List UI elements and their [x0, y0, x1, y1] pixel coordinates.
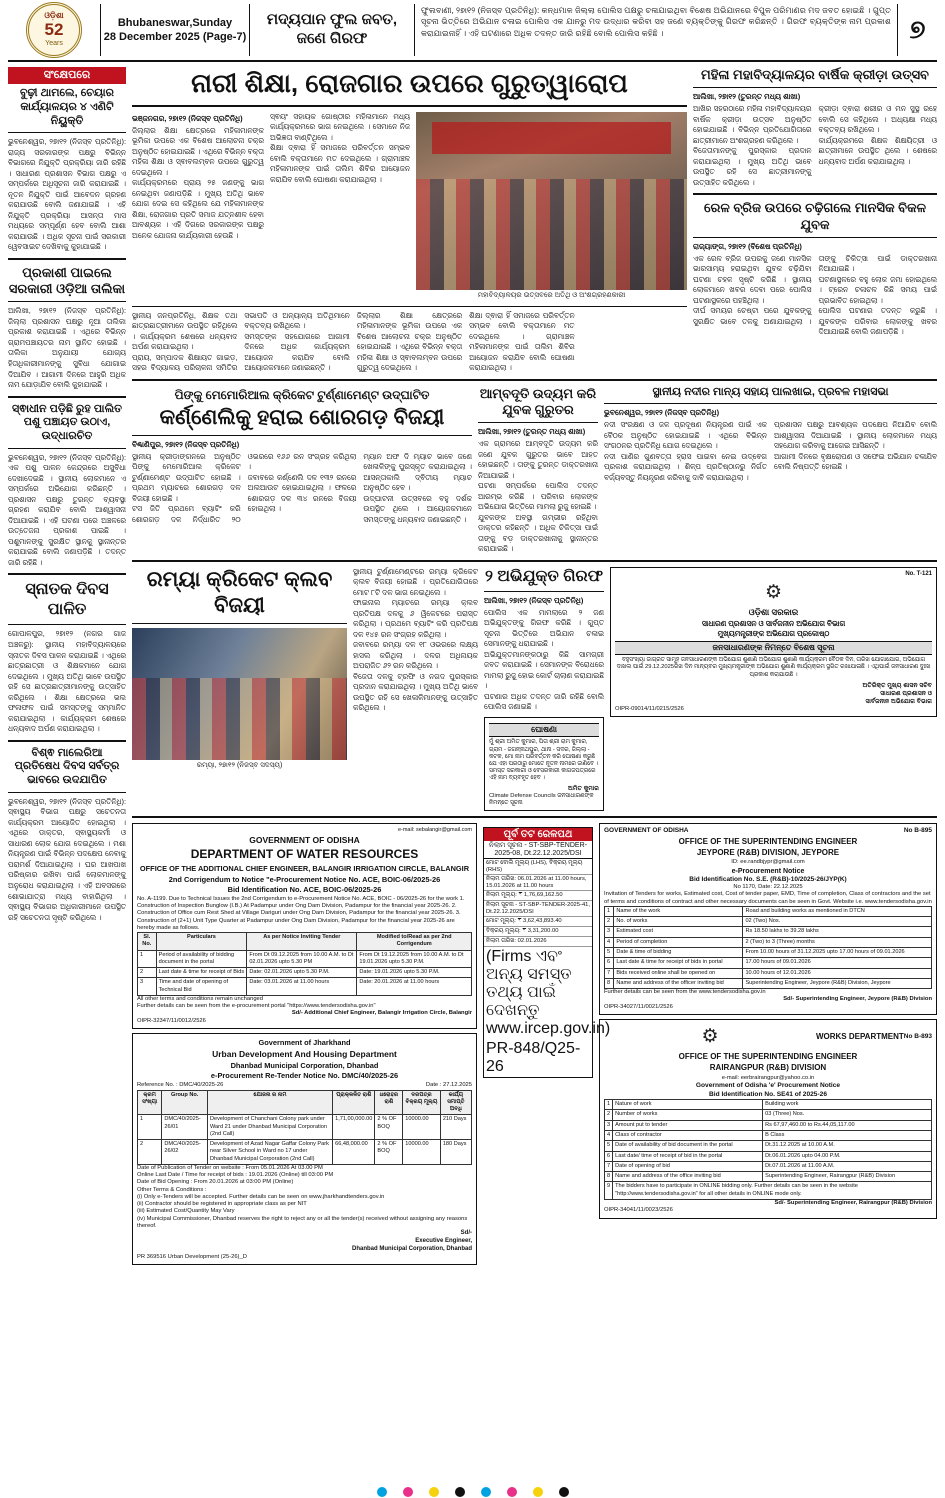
cricket-1-dateline: ବିଣ୍ଢାଣିପୁର, ୨୭ା୧୨ (ନିଜସ୍ବ ପ୍ରତିନିଧି): [132, 439, 240, 449]
cell: Date: 19.01.2026 upto 5.30 P.M.: [357, 968, 472, 978]
ad-rairangpur: [599, 1019, 937, 1219]
table-row: [138, 968, 472, 978]
cell: 66,48,000.00: [333, 1140, 375, 1165]
lead-story-para: ଜିଲ୍ଲାର ଶିକ୍ଷା କ୍ଷେତ୍ରରେ ମହିଳାମାନଙ୍କ ଭୂମିକା ଉପରେ ଏକ ବିଶେଷ ଆଲୋଚନା ଚକ୍ର ଅନୁଷ୍ଠିତ ହୋଇଯାଇଛି । ଏଥିରେ ବିଭିନ୍ନ ବକ୍ତା ମହିଳା ଶିକ୍ଷା ଓ ସ୍ଵାବଲମ୍ବନ ଉପରେ ଗୁରୁତ୍ୱ ଦେଇଥିଲେ ।: [356, 310, 463, 373]
cell: 6: [605, 1151, 613, 1161]
right-mid-para: ଦୀର୍ଘ ସମୟର ଚେଷ୍ଟା ପରେ ଯୁବକଙ୍କୁ ସୁରକ୍ଷିତ ଭାବେ ତଳକୁ ଅଣାଯାଇଥିଲା । ତାଙ୍କୁ ଚିକିତ୍ସା ପାଇଁ ଡାକ୍ତରଖାନା ନିଆଯାଇଛି ।: [693, 253, 937, 326]
ad-udhd-note: (i) Only e-Tenders will be accepted. Further details can be seen on www.jharkhandtenders.gov.in: [137, 1193, 385, 1200]
cell: Last date & time for receipt of bids in portal: [614, 958, 743, 968]
ad-jeypore-foot: Further details can be seen from the www.tendersodisha.gov.in: [604, 989, 766, 996]
cell: Date: 03.01.2026 at 11.00 hours: [247, 978, 357, 996]
ad-railway-foot: (Firms ଏବଂ ଅନ୍ୟ ସମସ୍ତ ତଥ୍ୟ ପାଇଁ ଦେଖନ୍ତୁ www.ircep.gov.in): [486, 948, 611, 1038]
ad-rairangpur-sign: Sd/- Superintending Engineer, Rairangpur (R&B) Division: [774, 1199, 932, 1206]
table-row: [605, 1172, 932, 1182]
ad-wr-email: e-mail: sebalangir@gmail.com: [397, 827, 472, 834]
ad-jeypore-body: Invitation of Tenders for works, Estimated cost, Cost of tender paper, EMD, Time of completion, Class of contractors and the set of terms and conditions of contract and other necessary documents can be seen in Govt. Website i.e. www.tendersodisha.gov.in: [604, 891, 932, 905]
cell: Rs 67,97,460.00 to Rs.44,05,117.00: [763, 1120, 932, 1130]
mid-story-para: ଏକ ଗ୍ରାମରେ ଆମ୍ବଦୂତି ଉଦ୍ୟମ କରି ଜଣେ ଯୁବକ ଗୁରୁତର ଭାବେ ଆହତ ହୋଇଛନ୍ତି । ତାଙ୍କୁ ତୁରନ୍ତ ଡାକ୍ତରଖାନା ନିଆଯାଇଛି ।: [478, 439, 598, 480]
cell: 2: [605, 917, 614, 927]
ad-railway-row6: ମୋଟ ମୂଲ୍ୟ: ₹ 3,62,43,893.40: [486, 918, 562, 925]
cell: The bidders have to participate in ONLINE bidding only. Further details can be seen in the website "http://www.tendersodisha.gov.in" for all other details in ONLINE mode only.: [613, 1182, 932, 1200]
ad-udhd-note: (ii) Contractor should be registered in appropriate class as per NIT: [137, 1201, 307, 1208]
brief-title: ବୁଢ଼ୀ ଥାମଲେ, ଚେୟାର କାର୍ଯ୍ୟାଳୟର ୪ ଏଣିଟି ନିୟୁକ୍ତି: [20, 87, 114, 127]
cell: Estimated cost: [614, 927, 743, 937]
ad-railway-row4: ନିଲାମ ମୂଲ୍ୟ: ₹ 1,76,69,162.50: [486, 892, 563, 899]
ad-wr-line4: 2nd Corrigendum to Notice "e-Procurement Notice No. ACE, BOIC-06/2025-26: [168, 874, 441, 884]
cell: 10000.00: [403, 1140, 441, 1165]
ad-jeypore-line5: e-Procurement Notice: [731, 867, 805, 875]
cell: Date of opening of bid: [613, 1161, 763, 1171]
ad-udhd-jharkhand: [132, 1033, 477, 1265]
logo-anniversary-number: 52: [44, 20, 64, 40]
cricket-story-2: [132, 567, 347, 811]
ad-udhd-date: Other Terms & Conditions :: [137, 1186, 207, 1193]
brief-title: ପ୍ରକାଶୀ ପାଇଲେ ସରକାରୀ ଓଡ଼ିଆ ତାଲିକା: [8, 264, 126, 297]
ad-gen-admin-line2: ସାଧାରଣ ପ୍ରଶାସନ ଓ ସାର୍ବଜନୀନ ଅଭିଯୋଗ ବିଭାଗ: [701, 618, 846, 628]
cell: 4: [605, 937, 614, 947]
cricket-1-para: ଜବାବରେ କର୍ଣ୍ଣେଲି ଦଳ ୧୩୨ ରନରେ ଅଲଆଉଟ ହୋଇଯାଇଥିଲା । ଫଳରେ ଶୋରଗଡ଼ ଦଳ ୩୪ ରନରେ ବିଜୟୀ ହୋଇଥିଲା ।: [247, 472, 357, 514]
cricket-2-para: ସ୍ଥାନୀୟ ଟୁର୍ଣ୍ଣାମେଣ୍ଟରେ ରମ୍ୟା କ୍ରିକେଟ କ୍ଲବ ବିଜୟୀ ହୋଇଛି । ପ୍ରତିଯୋଗିତାରେ ମୋଟ ୮ଟି ଦଳ ଭାଗ ନେଇଥିଲେ ।: [353, 566, 478, 597]
lead-story-para: ଜିଲ୍ଲାର ଶିକ୍ଷା କ୍ଷେତ୍ରରେ ମହିଳାମାନଙ୍କ ଭୂମିକା ଉପରେ ଏକ ବିଶେଷ ଆଲୋଚନା ଚକ୍ର ଅନୁଷ୍ଠିତ ହୋଇଯାଇଛି । ଏଥିରେ ବିଭିନ୍ନ ବକ୍ତା ମହିଳା ଶିକ୍ଷା ଓ ସ୍ଵାବଲମ୍ବନ ଉପରେ ଗୁରୁତ୍ୱ ଦେଇଥିଲେ ।: [132, 125, 264, 177]
cell: 180 Days: [440, 1140, 471, 1165]
ad-gen-admin-sign1: ଅତିରିକ୍ତ ମୁଖ୍ୟ ଶାସନ ସଚିବ: [862, 681, 932, 689]
ad-udhd-th: ପ୍ରାକ୍କଳିତ ରାଶି: [333, 1090, 375, 1115]
ad-jeypore-table: [604, 906, 932, 989]
brief-title: ସ୍ଵାଧୀନ ପଡ଼ିଛି ରୁହ ପାଲିତ ପଶୁ ପଞ୍ଚାୟତ ଉଠାଏ, ଉଦ୍ଧାରଚିତ: [12, 402, 122, 443]
masthead-lead: ଫୁଲବାଣୀ, ୨୭ା୧୨ (ନିଜସ୍ବ ପ୍ରତିନିଧି): କନ୍ଧମାଳ ଜିଲ୍ଲା ପୋଲିସ ପକ୍ଷରୁ ଚଳାଯାଇଥିବା ବିଶେଷ ଅଭିଯାନରେ ବିପୁଳ ପରିମାଣର ମଦ ଜବତ ହୋଇଛି । ଗୁପ୍ତ ସୂଚନା ଭିତ୍ତିରେ ଅଭିଯାନ ଚଳାଇ ପୋଲିସ ଏକ ଯାନରୁ ମଦ ଉଦ୍ଧାର କରିବା ସହ ଜଣେ ବ୍ୟକ୍ତିଙ୍କୁ ଗିରଫ କରିଛନ୍ତି । ଗିରଫ ବ୍ୟକ୍ତିଙ୍କ ନାମ ପ୍ରକାଶ କରାଯାଇନାହିଁ । ଏହି ଘଟଣାରେ ଅଧିକ ତଦନ୍ତ ଜାରି ରହିଛି ବୋଲି ପୋଲିସ କହିଛି ।: [421, 6, 892, 38]
table-row: [605, 1161, 932, 1171]
table-row: [605, 1182, 932, 1200]
cell: Building work: [763, 1100, 932, 1110]
ad-wr-line2: DEPARTMENT OF WATER RESOURCES: [190, 847, 419, 862]
ad-udhd-line4: e-Procurement Re-Tender Notice No. DMC/40/2025-26: [210, 1071, 399, 1081]
cell: Superintending Engineer, Rairangpur (R&B) Division: [763, 1172, 932, 1182]
table-row: [605, 1131, 932, 1141]
registration-dot: [481, 1487, 491, 1497]
cell: Name and address of the office inviting bid: [613, 1172, 763, 1182]
lead-story-para: କାର୍ଯ୍ୟକ୍ରମରେ ପ୍ରାୟ ୨୫ ଜଣଙ୍କୁ ଭାଗ ନେଇଥିବା ଜଣାପଡ଼ିଛି । ମୁଖ୍ୟ ଅତିଥି ଭାବେ ଯୋଗ ଦେଇ ସେ କହିଥିଲେ ଯେ ମହିଳାମାନଙ୍କ ଶିକ୍ଷା, ରୋଜଗାର ପ୍ରତି ସମାଜ ଯତ୍ନଶୀଳ ହେବା ଆବଶ୍ୟକ । ଏହି ଦିଗରେ ସରକାରଙ୍କ ପକ୍ଷରୁ ଅନେକ ଯୋଜନା କାର୍ଯ୍ୟକାରୀ ହେଉଛି ।: [132, 178, 264, 240]
lead-story: [132, 67, 687, 374]
right-mid-story-para: ନଦୀ ସଂରକ୍ଷଣ ଓ ଜଳ ପ୍ରଦୂଷଣ ନିୟନ୍ତ୍ରଣ ପାଇଁ ଏକ ବୈଠକ ଅନୁଷ୍ଠିତ ହୋଇଯାଇଛି । ଏଥିରେ ବିଭିନ୍ନ ସଂଗଠନର ପ୍ରତିନିଧି ଯୋଗ ଦେଇଥିଲେ ।: [604, 420, 767, 451]
cell: Superintending Engineer, Jeypore (R&B) Division, Jeypore: [743, 978, 932, 988]
table-row: [605, 906, 932, 916]
table-row: [605, 1100, 932, 1110]
brief-item: [8, 403, 126, 569]
ad-jeypore-line4: ID: ee.randbjypr@gmail.com: [731, 859, 805, 866]
right-mid-story-para: ନଦୀ ପାଣିର ଗୁଣବତ୍ତା ହ୍ରାସ ପାଇବା ନେଇ ଉଦ୍ଵେଗ ପ୍ରକାଶ କରାଯାଇଥିଲା । ଶିଳ୍ପ ପ୍ରତିଷ୍ଠାନରୁ ନିର୍ଗତ ବର୍ଜ୍ୟବସ୍ତୁ ନିୟନ୍ତ୍ରଣ କରିବାକୁ ଦାବି କରାଯାଇଥିଲା ।: [604, 451, 767, 482]
right-top-para: କ୍ରୀଡ଼ା ଦ୍ଵାରା ଶରୀର ଓ ମନ ସୁସ୍ଥ ରହେ ବୋଲି ସେ କହିଥିଲେ । ଅଧ୍ୟକ୍ଷା ମଧ୍ୟ ବକ୍ତବ୍ୟ ରଖିଥିଲେ ।: [818, 104, 937, 135]
cell: 1: [138, 950, 157, 968]
cricket-2-text: [353, 567, 478, 811]
cell: 10.00 hours of 12.01.2026: [743, 968, 932, 978]
arrest-story: [484, 567, 604, 811]
cell: 17.00 hours of 09.01.2026: [743, 958, 932, 968]
cricket-1-headline: କର୍ଣ୍ଣେଲିକୁ ହରାଇ ଶୋରଗଡ଼ ବିଜୟୀ: [159, 405, 445, 429]
logo: [8, 4, 100, 56]
dateline-date: 28 December 2025 (Page-7): [103, 31, 247, 43]
right-mid-story-headline: ସ୍ଥାନୀୟ ନଦୀର ମାନ୍ୟ ସହାୟ ପାଲଖାଇ, ପ୍ରବଳ ମହାସଭା: [652, 385, 889, 398]
right-mid-headline: ରେଳ ବ୍ରିଜ ଉପରେ ଚଢ଼ିଗଲେ ମାନସିକ ବିକଳ ଯୁବକ: [703, 200, 927, 232]
ad-jeypore-sign: Sd/- Superintending Engineer, Jeypore (R&B) Division: [783, 996, 932, 1003]
cricket-2-photo: [132, 628, 347, 760]
registration-dot: [559, 1487, 569, 1497]
cell: Date & time of bidding: [614, 948, 743, 958]
ad-udhd-date: Online Last Date / Time for receipt of bids : 19.01.2026 (Online) till 03:00 PM: [137, 1172, 334, 1179]
arrest-story-dateline: ଆଲିଖା, ୨୭ା୧୨ (ନିଜସ୍ବ ପ୍ରତିନିଧି): [484, 595, 584, 605]
ad-udhd-th: କ୍ରମ ସଂଖ୍ୟା: [138, 1090, 162, 1115]
cell: Dt.31.12.2025 at 10.00 A.M.: [763, 1141, 932, 1151]
brief-text: ଗୋପାଳପୁର, ୨୭ା୧୨ (ନଗର ଗାଜ ଅଞ୍ଚଳରୁ): ସ୍ଥାନୀୟ ମହାବିଦ୍ୟାଳୟରେ ସ୍ନାତକ ଦିବସ ପାଳନ କରାଯାଇଛି । ଏଥିରେ ଛାତ୍ରଛାତ୍ରୀ ଓ ଶିକ୍ଷକମାନେ ଯୋଗ ଦେଇଥିଲେ । ମୁଖ୍ୟ ଅତିଥି ଭାବେ ଉପସ୍ଥିତ ରହି ସେ ଛାତ୍ରଛାତ୍ରୀମାନଙ୍କୁ ଉତ୍ସାହିତ କରିଥିଲେ । ଶିକ୍ଷା କ୍ଷେତ୍ରରେ ଭଲ ଫଳାଫଳ ପାଇଁ ସମସ୍ତଙ୍କୁ ସମ୍ମାନିତ କରାଯାଇଥିଲା । କାର୍ଯ୍ୟକ୍ରମ ଶେଷରେ ଧନ୍ୟବାଦ ଅର୍ପଣ କରାଯାଇଥିଲା ।: [8, 629, 126, 734]
ad-udhd-th: ଧରୋହର ରାଶି: [375, 1090, 403, 1115]
right-mid-para: ଏକ ରେଳ ବ୍ରିଜ ଉପରକୁ ଜଣେ ମାନସିକ ଭାରସାମ୍ୟ ହରାଇଥିବା ଯୁବକ ଚଢ଼ିଯିବା ଘଟଣା ଚହଳ ସୃଷ୍ଟି କରିଛି । ସ୍ଥାନୀୟ ଲୋକମାନେ ଖବର ଦେବା ପରେ ପୋଲିସ ଘଟଣାସ୍ଥଳରେ ପହଞ୍ଚିଥିଲା ।: [693, 253, 812, 305]
right-top-para: ଆଖିର ସହରଠାରେ ମହିଳା ମହାବିଦ୍ୟାଳୟର ବାର୍ଷିକ କ୍ରୀଡ଼ା ଉତ୍ସବ ଅନୁଷ୍ଠିତ ହୋଇଯାଇଛି । ବିଭିନ୍ନ ପ୍ରତିଯୋଗିତାରେ ଛାତ୍ରୀମାନେ ଅଂଶଗ୍ରହଣ କରିଥିଲେ ।: [693, 104, 812, 145]
ad-udhd-line3: Dhanbad Municipal Corporation, Dhanbad: [230, 1060, 379, 1070]
brief-text: ଭୁବନେଶ୍ୱର, ୨୭ା୧୨ (ନିଜସ୍ବ ପ୍ରତିନିଧି): ଏକ ପଶୁ ପାଳନ କେନ୍ଦ୍ରରେ ଅସୁବିଧା ଦେଖାଦେଇଛି । ସ୍ଥାନୀୟ ଲୋକମାନେ ଏ ସମ୍ପର୍କରେ ଅଭିଯୋଗ କରିଛନ୍ତି । ପ୍ରଶାସନ ପକ୍ଷରୁ ତୁରନ୍ତ ବ୍ୟବସ୍ଥା ଗ୍ରହଣ କରାଯିବ ବୋଲି ଆଶ୍ୱାସନା ଦିଆଯାଇଛି । ଏହି ଘଟଣା ପରେ ଅଞ୍ଚଳରେ ଉତ୍ତେଜନା ପ୍ରକାଶ ପାଇଛି । ପଶୁମାନଙ୍କୁ ସୁରକ୍ଷିତ ସ୍ଥାନକୁ ସ୍ଥାନାନ୍ତର କରାଯାଇଛି ବୋଲି ଜଣାପଡ଼ିଛି । ତଦନ୍ତ ଜାରି ରହିଛି ।: [8, 452, 126, 567]
lead-story-para: ସମସ୍ତଙ୍କ ସହଯୋଗରେ ଆଗାମୀ ଦିନରେ ଅଧିକ କାର୍ଯ୍ୟକ୍ରମ ଆୟୋଜନ କରାଯିବ ବୋଲି ଆୟୋଜକମାନେ ଜଣାଇଛନ୍ତି ।: [244, 331, 350, 373]
cricket-2-headline: ରମ୍ୟା କ୍ରିକେଟ କ୍ଲବ ବିଜୟୀ: [146, 567, 333, 618]
cell: Date: 20.01.2026 at 11.00 hours: [357, 978, 472, 996]
ad-ghosana-sub: Climate Defense Councils ଜନସାଧାରଣଙ୍କ ନିମନ୍ତେ ସୂଚନା: [489, 792, 594, 807]
ad-udhd-sign1: Sd/-: [460, 1230, 472, 1237]
table-row: [605, 927, 932, 937]
registration-dot: [377, 1487, 387, 1497]
ad-udhd-th: ଯୋଜନା ର ନାମ: [207, 1090, 332, 1115]
ad-wr-foot2: Further details can be seen from the e-procurement portal "https://www.tendersodisha.gov.in": [137, 1003, 376, 1010]
ad-wr-table: [137, 932, 472, 996]
arrest-story-para: ଅଭିଯୁକ୍ତମାନଙ୍କଠାରୁ କିଛି ସାମଗ୍ରୀ ଜବତ କରାଯାଇଛି । ସେମାନଙ୍କ ବିରୋଧରେ ମାମଲା ରୁଜୁ ହୋଇ କୋର୍ଟ ଚାଲାଣ କରାଯାଇଛି ।: [484, 649, 604, 691]
right-mid-story-para: ପ୍ରଶାସନ ପକ୍ଷରୁ ଆବଶ୍ୟକ ପଦକ୍ଷେପ ନିଆଯିବ ବୋଲି ଆଶ୍ୱାସନା ଦିଆଯାଇଛି । ସ୍ଥାନୀୟ ଲୋକମାନେ ମଧ୍ୟ ସହଯୋଗ କରିବାକୁ ଆଗେଇ ଆସିଛନ୍ତି ।: [774, 420, 937, 451]
ad-jeypore-line1: GOVERNMENT OF ODISHA: [604, 827, 689, 835]
ad-rairangpur-line2: RAIRANGPUR (R&B) DIVISION: [709, 1063, 827, 1073]
brief-item: [8, 265, 126, 391]
brief-text: ଭୁବନେଶ୍ୱର, ୨୭ା୧୨ (ନିଜସ୍ବ ପ୍ରତିନିଧି): ସ୍ଵାସ୍ଥ୍ୟ ବିଭାଗ ପକ୍ଷରୁ ସଚେତନତା କାର୍ଯ୍ୟକ୍ରମ ଆୟୋଜିତ ହୋଇଥିଲା । ଏଥିରେ ଡାକ୍ତର, ସ୍ଵାସ୍ଥ୍ୟକର୍ମୀ ଓ ସାଧାରଣ ଲୋକ ଯୋଗ ଦେଇଥିଲେ । ମଶା ନିୟନ୍ତ୍ରଣ ପାଇଁ ବିଭିନ୍ନ ପଦକ୍ଷେପ ନେବାକୁ ପରାମର୍ଶ ଦିଆଯାଇଥିଲା । ଘର ଆଖପାଖ ପରିଷ୍କାର ରଖିବା ପାଇଁ ଲୋକମାନଙ୍କୁ ଅନୁରୋଧ କରାଯାଇଥିଲା । ଏହି ଅବସରରେ ଶୋଭାଯାତ୍ରା ମଧ୍ୟ ବାହାରିଥିଲା । ସ୍ଵାସ୍ଥ୍ୟ ବିଭାଗର ଅଧିକାରୀମାନେ ଉପସ୍ଥିତ ରହି ସଚେତନତା ସୃଷ୍ଟି କରିଥିଲେ ।: [8, 796, 126, 922]
ad-rairangpur-table: [604, 1099, 932, 1200]
cell: Amount put to tender: [613, 1120, 763, 1130]
cell: Last date & time for receipt of Bids: [156, 968, 247, 978]
cell: 2 (Two) to 3 (Three) months: [743, 937, 932, 947]
ad-udhd-date: Date of Bid Opening : From 20.01.2026 at 03:00 PM (Online): [137, 1179, 294, 1186]
cell: 1: [605, 906, 614, 916]
cell: 5: [605, 1141, 613, 1151]
cell: 3: [138, 978, 157, 996]
right-mid-story-para: ଆଗାମୀ ଦିନରେ ବୃକ୍ଷରୋପଣ ଓ ସଫେଇ ଅଭିଯାନ ଚଳାଯିବ ବୋଲି ନିଷ୍ପତ୍ତି ହୋଇଛି ।: [774, 451, 937, 472]
ad-wr-body: No. A-1199. Due to Technical Issues the 2nd Corrigendum to e-Procurement Notice No. ACE, BOIC - 06/2025-26 for the work 1. Construction of Inspection Bunglow (I.B.) At Padampur under Ong Dam Division, Padampur for the financial year 2025-26. 2. Construction of Office cum Rest Shed at Village Dariguri under Ong Dam Division, Padampur for the financial year 2025-26. 3. Construction of (2+1) Unit Type Quarter at Padampur under Ong Dam Division, Padampur for the financial year 2025-26 are hereby made as follows.: [137, 895, 465, 931]
lead-story-photo: [416, 112, 687, 290]
ad-gen-admin-sign2: ସାଧାରଣ ପ୍ରଶାସନ ଓ: [880, 690, 932, 698]
registration-dot: [429, 1487, 439, 1497]
cricket-2-para: ଜବାବରେ ରମ୍ୟା ଦଳ ୧୮ ଓଭରରେ ଲକ୍ଷ୍ୟ ହାସଲ କରିଥିଲା । ଦଳର ଅଧିନାୟକ ଅପରାଜିତ ୬୨ ରନ କରିଥିଲେ ।: [353, 640, 478, 671]
ad-railway: [483, 827, 611, 1078]
ad-water-resources: [132, 823, 477, 1029]
ad-udhd-sign3: Dhanbad Municipal Corporation, Dhanbad: [352, 1245, 472, 1252]
brief-item: [8, 87, 126, 253]
cell: 1: [605, 1100, 613, 1110]
ad-wr-sign: Sd/- Additional Chief Engineer, Balangir Irrigation Circle, Balangir: [291, 1010, 472, 1017]
right-top-column: [693, 67, 937, 374]
right-mid-para: ପୋଲିସ ଘଟଣାର ତଦନ୍ତ କରୁଛି । ଯୁବକଙ୍କ ପରିବାର ଲୋକଙ୍କୁ ଖବର ଦିଆଯାଇଛି ବୋଲି ଜଣାପଡ଼ିଛି ।: [818, 306, 937, 337]
right-mid-story-dateline: ଭୁବନେଶ୍ୱର, ୨୭ା୧୨ (ନିଜସ୍ବ ପ୍ରତିନିଧି): [604, 408, 720, 418]
right-mid-dateline: ରାଜ୍ୟାଙ୍ଗ, ୨୭ା୧୨ (ବିଶେଷ ପ୍ରତିନିଧି): [693, 241, 802, 251]
cell: 210 Days: [440, 1115, 471, 1140]
lead-story-para: ଶିକ୍ଷା ଦ୍ଵାରା ହିଁ ସମାଜରେ ପରିବର୍ତ୍ତନ ସମ୍ଭବ ବୋଲି ବକ୍ତାମାନେ ମତ ଦେଇଥିଲେ । ଗ୍ରାମାଞ୍ଚଳ ମହିଳାମାନଙ୍କ ପାଇଁ ତାଲିମ ଶିବିର ଆୟୋଜନ କରାଯିବ ବୋଲି ଘୋଷଣା କରାଯାଇଥିଲା ।: [270, 143, 410, 184]
ad-jeypore-line6: Bid Identification No. S.E. (R&B)-10/2025-26/JYP(K): [689, 875, 847, 883]
cell: 7: [605, 968, 614, 978]
table-row: [138, 978, 472, 996]
cell: 10000.00: [403, 1115, 441, 1140]
ad-railway-row3: ନିଲାମ ତାରିଖ: 06.01.2026 at 11.00 hours, 15.01.2026 at 11.00 hours: [486, 876, 587, 890]
cricket-2-para: ବିଜେତା ଦଳକୁ ଟ୍ରଫି ଓ ନଗଦ ପୁରସ୍କାର ପ୍ରଦାନ କରାଯାଇଥିଲା । ମୁଖ୍ୟ ଅତିଥି ଭାବେ ଉପସ୍ଥିତ ରହି ସେ ଖେଳାଳିମାନଙ୍କୁ ଉତ୍ସାହିତ କରିଥିଲେ ।: [353, 671, 478, 713]
table-row: [605, 1141, 932, 1151]
cell: 2 % OF BOQ: [375, 1115, 403, 1140]
cell: 7: [605, 1161, 613, 1171]
registration-dot: [533, 1487, 543, 1497]
cell: 3: [605, 1120, 613, 1130]
ad-udhd-ref-left: Reference No. : DMC/40/2025-26: [137, 1082, 224, 1089]
ad-wr-foot1: All other terms and conditions remain unchanged: [137, 995, 263, 1002]
lead-story-dateline: ଭଞ୍ଜନଗର, ୨୭ା୧୨ (ନିଜସ୍ବ ପ୍ରତିନିଧି): [132, 113, 243, 123]
right-top-para: କାର୍ଯ୍ୟକ୍ରମରେ ଶିକ୍ଷକ ଶିକ୍ଷୟିତ୍ରୀ ଓ ଛାତ୍ରୀମାନେ ଉପସ୍ଥିତ ଥିଲେ । ଶେଷରେ ଧନ୍ୟବାଦ ଅର୍ପଣ କରାଯାଇଥିଲା ।: [818, 135, 937, 166]
masthead-headline: ମଦ୍ୟପାନ ଫୁଲ ଜବତ, ଜଣେ ଗିରଫ: [250, 4, 415, 56]
table-row: [605, 948, 932, 958]
ad-udhd-note: (iv) Municipal Commissioner, Dhanbad reserves the right to reject any or all the tender(s) received without assigning any reasons thereof.: [137, 1215, 468, 1229]
cell: From 10.00 hours of 31.12.2025 upto 17.00 hours of 09.01.2026: [743, 948, 932, 958]
cell: 2 % OF BOQ: [375, 1140, 403, 1165]
cell: Name and address of the officer inviting bid: [614, 978, 743, 988]
cricket-story-1: [132, 386, 472, 555]
cell: Rs 18.50 lakhs to 39.28 lakhs: [743, 927, 932, 937]
brief-title: ବିଶ୍ଵ ମାଲେରିଆ ପ୍ରତିଷେଧ ଦିବସ ସର୍ବତ୍ର ଭାବରେ ଉଦଯାପିତ: [14, 746, 120, 787]
ad-railway-ref: PR-848/Q25-26: [486, 1040, 581, 1076]
table-row: [605, 978, 932, 988]
ad-gen-admin-line1: ଓଡ଼ିଶା ସରକାର: [748, 606, 799, 617]
cell: Class of contractor: [613, 1131, 763, 1141]
ad-udhd-th: କାର୍ଯ୍ୟ ସମାପ୍ତି ଅବଧି: [440, 1090, 471, 1115]
table-row: [605, 968, 932, 978]
mid-story-para: ଯୁବକଙ୍କ ଅବସ୍ଥା ଗମ୍ଭୀର ରହିଥିବା ଡାକ୍ତର କହିଛନ୍ତି । ଅଧିକ ଚିକିତ୍ସା ପାଇଁ ତାଙ୍କୁ ବଡ଼ ଡାକ୍ତରଖାନାକୁ ସ୍ଥାନାନ୍ତର କରାଯାଇଛି ।: [478, 512, 598, 554]
section-badge-briefs: ସଂକ୍ଷେପରେ: [8, 67, 126, 84]
ad-gen-admin-sign3: ସାର୍ବଜନୀନ ଅଭିଯୋଗ ବିଭାଗ: [865, 698, 932, 706]
cell: Period of completion: [614, 937, 743, 947]
mid-story-dateline: ଆଲିଖା, ୨୭ା୧୨ (ତୁରନ୍ତ ମଧ୍ୟ ଶାଖା): [478, 427, 586, 437]
ad-rairangpur-dept: WORKS DEPARTMENT: [815, 1031, 904, 1041]
table-row: [138, 950, 472, 968]
cell: Date of availability of bid document in the portal: [613, 1141, 763, 1151]
ad-railway-title: ପୂର୍ବ ତଟ ରେଳପଥ: [484, 828, 592, 841]
cell: Development of Chanchani Colony park under Ward 21 under Dhanbad Municipal Corporation (2nd Call): [207, 1115, 332, 1140]
cell: No. of works: [614, 917, 743, 927]
lead-story-para: ସ୍ଵୟଂ ସହାୟକ ଗୋଷ୍ଠୀର ମହିଳାମାନେ ମଧ୍ୟ କାର୍ଯ୍ୟକ୍ରମରେ ଭାଗ ନେଇଥିଲେ । ସେମାନେ ନିଜ ଅଭିଜ୍ଞତା ବାଣ୍ଟିଥିଲେ ।: [270, 111, 410, 142]
registration-dot: [455, 1487, 465, 1497]
brief-text: ଆଲିଖା, ୨୭ା୧୨ (ନିଜସ୍ବ ପ୍ରତିନିଧି): ଜିଲ୍ଲା ପ୍ରଶାସନ ପକ୍ଷରୁ ନୂଆ ତାଲିକା ପ୍ରକାଶ କରାଯାଇଛି । ଏଥିରେ ବିଭିନ୍ନ ଗ୍ରାମପଞ୍ଚାୟତର ନାମ ସ୍ଥାନିତ ହୋଇଛି । ତାଲିକା ଅନୁଯାୟୀ ଯୋଗ୍ୟ ହିତାଧିକାରୀମାନଙ୍କୁ ସୁବିଧା ଯୋଗାଇ ଦିଆଯିବ । ଆଗାମୀ ଦିନରେ ଆହୁରି ଅଧିକ ନାମ ଯୋଡ଼ାଯିବ ବୋଲି କୁହାଯାଇଛି ।: [8, 306, 126, 390]
ad-railway-row8: ନିଲାମ ତାରିଖ: 02.01.2026: [486, 938, 547, 945]
ad-gen-admin-bar: ଜନସାଧାରଣଙ୍କ ନିମନ୍ତେ ବିଶେଷ ସୂଚନା: [615, 641, 932, 655]
ad-udhd-ref: PR 369516 Urban Development (25-26)_D: [137, 1253, 247, 1260]
masthead: [8, 4, 937, 62]
ad-jeypore-line2: OFFICE OF THE SUPERINTENDING ENGINEER: [678, 836, 858, 846]
ad-rairangpur-number: No B-893: [903, 1032, 932, 1040]
cell: 4: [605, 1131, 613, 1141]
table-row: [605, 1120, 932, 1130]
cell: 5: [605, 948, 614, 958]
ad-gen-admin-body: ବହୁସଂଖ୍ୟା ଜାଗ୍ରତ ସାମୂହ ଜନସାଧାରଣଙ୍କ ଅଭିଯୋଗ ଶୁଣାଣି ଅଭିଯୋଗ ଶୁଣାଣି କାର୍ଯ୍ୟକ୍ରମ ବୈଠକ ଦିନ, ତାରିଖ ଯୋଗାଯୋଗ, ଅଭିଯୋଗ ଦାଖଲ ପାଇଁ 29.12.2025ରିଖ ଦିନ ମାନ୍ୟବର ମୁଖ୍ୟମନ୍ତ୍ରୀଙ୍କ ଅଭିଯୋଗ ଶୁଣାଣି କାର୍ଯ୍ୟକ୍ରମ ସ୍ଥଗିତ ରଖାଯାଇଛି । ଏଥିପାଇଁ ଜନସାଧାରଣ ଦୁଃଖ ପ୍ରକାଶ କରାଯାଉଛି ।: [616, 657, 931, 678]
cell: DMC/40/2025-26/02: [162, 1140, 208, 1165]
cell: Dt.06.01.2026 upto 04.00 P.M.: [763, 1151, 932, 1161]
cell: From Dt 19.12.2025 from 10.00 A.M. to Dt 19.01.2026 upto 5.30 P.M.: [357, 950, 472, 968]
ad-ghosana-body: ମୁଁ ଶ୍ରୀ ଅମିତ କୁମାର, ପିତା ଶ୍ରୀ ରାମ କୁମାର, ଗ୍ରାମ - ଜଗନ୍ନାଥପୁର, ଥାନା - ସଦର, ଜିଲ୍ଲା - କଟକ, ମୋ ନାମ ପରିବର୍ତ୍ତନ କରି ଘୋଷଣା କରୁଛି ଯେ ଏହା ପରଠାରୁ ମୋତେ ନୂତନ ନାମରେ ଜାଣିବେ । ସମସ୍ତ ସରକାରୀ ଓ ବେସରକାରୀ କାଗଜପତ୍ରରେ ଏହି ନାମ ବ୍ୟବହୃତ ହେବ ।: [489, 739, 599, 782]
ad-gen-admin-ref: OIPR-09014/11/0215/2526: [615, 706, 684, 713]
cell: 3: [605, 927, 614, 937]
cell: B Class: [763, 1131, 932, 1141]
cell: Road and building works as mentioned in DTCN: [743, 906, 932, 916]
logo-bottom-text: Years: [45, 39, 63, 47]
cricket-2-para: ଫାଇନାଲ ମ୍ୟାଚରେ ରମ୍ୟା କ୍ଲବ ପ୍ରତିପକ୍ଷ ଦଳକୁ ୬ ୱିକେଟରେ ପରାସ୍ତ କରିଥିଲା । ପ୍ରଥମେ ବ୍ୟାଟିଂ କରି ପ୍ରତିପକ୍ଷ ଦଳ ୧୪୫ ରନ ସଂଗ୍ରହ କରିଥିଲା ।: [353, 598, 478, 639]
odisha-emblem-icon: [763, 580, 785, 606]
cell: 2: [605, 1110, 613, 1120]
arrest-story-para: ଘଟଣାର ଅଧିକ ତଦନ୍ତ ଜାରି ରହିଛି ବୋଲି ପୋଲିସ ଜଣାଇଛି ।: [484, 691, 604, 712]
ad-jeypore-line7: No 1170, Date: 22.12.2025: [733, 884, 803, 891]
ad-udhd-line2: Urban Development And Housing Department: [212, 1048, 397, 1059]
cell: 9: [605, 1182, 613, 1200]
brief-text: ଭୁବନେଶ୍ୱର, ୨୭ା୧୨ (ନିଜସ୍ବ ପ୍ରତିନିଧି): ରାଜ୍ୟ ସରକାରଙ୍କ ପକ୍ଷରୁ ବିଭିନ୍ନ ବିଭାଗରେ ନିଯୁକ୍ତି ପ୍ରକ୍ରିୟା ଜାରି ରହିଛି । ସାଧାରଣ ପ୍ରଶାସନ ବିଭାଗ ପକ୍ଷରୁ ଏ ସମ୍ପର୍କରେ ଅଧିସୂଚନା ଜାରି କରାଯାଇଛି । ନୂତନ ନିଯୁକ୍ତି ପାଇଁ ଆବେଦନ ଗ୍ରହଣ କରାଯାଉଛି ବୋଲି ଜଣାଯାଇଛି । ଏହି ନିଯୁକ୍ତି ପ୍ରକ୍ରିୟା ଆସନ୍ତା ମାସ ମଧ୍ୟରେ ସମ୍ପୂର୍ଣ୍ଣ ହେବ ବୋଲି ଆଶା କରାଯାଉଛି । ଅଧିକ ସୂଚନା ପାଇଁ ସରକାରୀ ୱେବସାଇଟ ଦେଖିବାକୁ କୁହାଯାଇଛି ।: [8, 137, 126, 252]
ad-rairangpur-line4: Government of Odisha 'e' Procurement Notice: [695, 1082, 841, 1090]
cell: 1: [138, 1115, 162, 1140]
cell: 02 (Two) Nos.: [743, 917, 932, 927]
cell: DMC/40/2025-26/01: [162, 1115, 208, 1140]
ad-railway-row1: ନିଲାମ ସୂଚନା - ST-SBP-TENDER-2025-08, Dt.22.12.2025/DSI: [484, 841, 592, 859]
brief-item: [8, 580, 126, 734]
table-row: [605, 958, 932, 968]
ad-railway-row5: ନିଲାମ ସୂଚନା - ST-SBP-TENDER-2025-41, Dt.22.12.2025/DSI: [486, 902, 590, 916]
table-row: [138, 1140, 472, 1165]
dateline: [100, 4, 250, 56]
cell: Date: 02.01.2026 upto 5.30 P.M.: [247, 968, 357, 978]
ad-wr-th: Particulars: [156, 933, 247, 951]
cell: Last date/ time of receipt of bid in the portal: [613, 1151, 763, 1161]
ad-udhd-ref-right: Date : 27.12.2025: [425, 1082, 472, 1089]
ad-udhd-sign2: Executive Engineer,: [415, 1237, 472, 1244]
cell: Name of the work: [614, 906, 743, 916]
arrest-story-headline: ୨ ଅଭିଯୁକ୍ତ ଗିରଫ: [484, 567, 603, 585]
lead-story-para: ଶିକ୍ଷା ଦ୍ଵାରା ହିଁ ସମାଜରେ ପରିବର୍ତ୍ତନ ସମ୍ଭବ ବୋଲି ବକ୍ତାମାନେ ମତ ଦେଇଥିଲେ । ଗ୍ରାମାଞ୍ଚଳ ମହିଳାମାନଙ୍କ ପାଇଁ ତାଲିମ ଶିବିର ଆୟୋଜନ କରାଯିବ ବୋଲି ଘୋଷଣା କରାଯାଇଥିଲା ।: [469, 310, 575, 373]
cricket-1-para: ସ୍ଥାନୀୟ କ୍ରୀଡ଼ାଙ୍ଗନରେ ଅନୁଷ୍ଠିତ ପିଙ୍କୁ ମେମୋରିଆଲ କ୍ରିକେଟ ଟୁର୍ଣ୍ଣାମେଣ୍ଟ ଉଦ୍‌ଘାଟିତ ହୋଇଛି । ପ୍ରଥମ ମ୍ୟାଚରେ ଶୋରଗଡ଼ ଦଳ ବିଜୟୀ ହୋଇଛି ।: [132, 451, 241, 503]
ad-jeypore: [599, 823, 937, 1015]
cell: 8: [605, 978, 614, 988]
ad-udhd-table: [137, 1090, 472, 1165]
cell: 03 (Three) Nos.: [763, 1110, 932, 1120]
ad-rairangpur-ref: OIPR-34041/11/0023/2526: [604, 1207, 673, 1214]
ad-rairangpur-line1: OFFICE OF THE SUPERINTENDING ENGINEER: [678, 1052, 858, 1062]
odisha-emblem-icon: [699, 1024, 721, 1050]
ad-wr-th: As per Notice Inviting Tender: [247, 933, 357, 951]
cell: Period of availability of bidding document in the portal: [156, 950, 247, 968]
arrest-story-para: ପୋଲିସ ଏକ ମାମଲାରେ ୨ ଜଣ ଅଭିଯୁକ୍ତଙ୍କୁ ଗିରଫ କରିଛି । ଗୁପ୍ତ ସୂଚନା ଭିତ୍ତିରେ ଅଭିଯାନ ଚଳାଇ ସେମାନଙ୍କୁ ଧରାଯାଇଛି ।: [484, 607, 604, 649]
page-number: ୭: [897, 4, 937, 56]
ad-gen-admin-line3: ମୁଖ୍ୟମନ୍ତ୍ରୀଙ୍କ ଅଭିଯୋଗ ପ୍ରକୋଷ୍ଠ: [717, 629, 830, 639]
lead-story-para: ପ୍ରାୟ, ସମ୍ପାଦକ ଶିକ୍ଷାୟତ ଗାଇଡ଼, ସହର ବିଦ୍ୟାଳୟ ପରିଚାଳନା ସମିତିର ସଭାପତି ଓ ଅନ୍ୟାନ୍ୟ ଅତିଥିମାନେ ବକ୍ତବ୍ୟ ରଖିଥିଲେ ।: [132, 310, 350, 373]
brief-item: [8, 747, 126, 923]
table-row: [605, 937, 932, 947]
ad-udhd-line1: Government of Jharkhand: [258, 1038, 351, 1048]
ad-udhd-th: ଦରପତ୍ର ବିକ୍ରୟ ମୂଲ୍ୟ: [403, 1090, 441, 1115]
ad-gen-admin-number: No. T-121: [905, 570, 932, 577]
dateline-place: Bhubaneswar,Sunday: [117, 17, 233, 29]
cell: Time and date of opening of Technical Bid: [156, 978, 247, 996]
mid-story-headline: ଆମ୍ବଦୂତି ଉଦ୍ୟମ କରି ଯୁବକ ଗୁରୁତର: [479, 385, 597, 417]
ad-wr-line3: OFFICE OF THE ADDITIONAL CHIEF ENGINEER, BALANGIR IRRIGATION CIRCLE, BALANGIR: [139, 864, 470, 874]
right-top-dateline: ଆଲିଖା, ୨୭ା୧୨ (ତୁରନ୍ତ ମଧ୍ୟ ଶାଖା): [693, 92, 801, 102]
ad-ghosana-sign: ଅମିତ କୁମାର: [568, 784, 599, 792]
cricket-1-para: ଟସ ଜିତି ପ୍ରଥମେ ବ୍ୟାଟିଂ କରି ଶୋରଗଡ଼ ଦଳ ନିର୍ଦ୍ଧାରିତ ୨୦ ଓଭରରେ ୧୬୬ ରନ ସଂଗ୍ରହ କରିଥିଲା ।: [132, 451, 357, 524]
ad-ghosana-title: ଘୋଷଣା: [489, 723, 599, 737]
ad-udhd-th: Group No.: [162, 1090, 208, 1115]
ad-udhd-note: (iii) Estimated Cost/Quantity May Vary: [137, 1208, 235, 1215]
ad-udhd-date: Date of Publication of Tender on website : From 05.01.2026 At 03.00 PM: [137, 1165, 323, 1172]
ad-wr-line1: GOVERNMENT OF ODISHA: [249, 835, 360, 846]
cell: 6: [605, 958, 614, 968]
ad-jeypore-ref: OIPR-34027/11/0021/2526: [604, 1003, 673, 1010]
ad-railway-row2: ମୋଟ ବୋଲି ମୂଲ୍ୟ (LHS), ବିକ୍ରୟ ମୂଲ୍ୟ (RHS): [486, 860, 583, 874]
cell: 1,71,00,000.00: [333, 1115, 375, 1140]
lead-story-photo-caption: ମହାବିଦ୍ୟାଳୟର ଉତ୍ସବରେ ଅତିଥି ଓ ଅଂଶଗ୍ରହଣକାରୀ: [477, 291, 626, 299]
ad-general-administration: [610, 567, 937, 811]
logo-top-text: ଓଡ଼ିଶା: [44, 11, 64, 21]
ad-wr-ref: OIPR-32347/11/0012/2526: [137, 1017, 206, 1024]
cell: 8: [605, 1172, 613, 1182]
cell: From Dt 09.12.2025 from 10.00 A.M. to Dt 02.01.2026 upto 5.30 PM: [247, 950, 357, 968]
cricket-1-kicker: ପିଙ୍କୁ ମେମୋରିଆଲ କ୍ରିକେଟ ଟୁର୍ଣ୍ଣାମେଣ୍ଟ ଉଦ୍‌ଘାଟିତ: [174, 387, 430, 402]
ad-jeypore-line3: JEYPORE (R&B) DIVISION, JEYPORE: [696, 848, 840, 858]
briefs-column: [8, 67, 126, 1265]
cell: Development of Azad Nagar Gaffar Colony Park near Silver School in Ward no 17 under Dhanbad Municipal Corporation (2nd Call): [207, 1140, 332, 1165]
cell: Number of works: [613, 1110, 763, 1120]
cell: 2: [138, 968, 157, 978]
ad-railway-row7: ବିକ୍ରୟ ମୂଲ୍ୟ: ₹ 3,31,200.00: [486, 928, 559, 935]
registration-dot: [403, 1487, 413, 1497]
right-top-para: ବିଜେତାମାନଙ୍କୁ ପୁରସ୍କାର ପ୍ରଦାନ କରାଯାଇଥିଲା । ମୁଖ୍ୟ ଅତିଥି ଭାବେ ଉପସ୍ଥିତ ରହି ସେ ଛାତ୍ରୀମାନଙ୍କୁ ଉତ୍ସାହିତ କରିଥିଲେ ।: [693, 146, 812, 187]
cell: Dt.07.01.2026 at 11.00 A.M.: [763, 1161, 932, 1171]
ad-ghosana: [484, 717, 604, 811]
right-mid-para: ଘଟଣାସ୍ଥଳରେ ବହୁ ଲୋକ ଜମା ହୋଇଥିଲେ । ଟ୍ରେନ ଚଳାଚଳ କିଛି ସମୟ ପାଇଁ ପ୍ରଭାବିତ ହୋଇଥିଲା ।: [818, 274, 937, 305]
cell: Bids received online shall be opened on: [614, 968, 743, 978]
ad-rairangpur-line5: Bid Identification No. SE41 of 2025-26: [709, 1090, 827, 1098]
lead-story-para: ସ୍ଥାନୀୟ ଜନପ୍ରତିନିଧି, ଶିକ୍ଷକ ତଥା ଛାତ୍ରଛାତ୍ରୀମାନେ ଉପସ୍ଥିତ ରହିଥିଲେ । କାର୍ଯ୍ୟକ୍ରମ ଶେଷରେ ଧନ୍ୟବାଦ ଅର୍ପଣ କରାଯାଇଥିଲା ।: [132, 310, 238, 352]
table-row: [605, 1110, 932, 1120]
cricket-1-para: ଉଦ୍‌ଘାଟନୀ ଉତ୍ସବରେ ବହୁ ଦର୍ଶକ ଉପସ୍ଥିତ ଥିଲେ । ଆୟୋଜକମାନେ ସମସ୍ତଙ୍କୁ ଧନ୍ୟବାଦ ଜଣାଇଛନ୍ତି ।: [363, 493, 472, 524]
brief-title: ସ୍ନାତକ ଦିବସ ପାଳିତ: [25, 581, 109, 619]
lead-story-headline: ନାରୀ ଶିକ୍ଷା, ରୋଜଗାର ଉପରେ ଗୁରୁତ୍ୱାରୋପ: [191, 68, 628, 98]
cricket-1-para: ମ୍ୟାନ ଅଫ ଦି ମ୍ୟାଚ ଭାବେ ଜଣେ ଖେଳାଳିଙ୍କୁ ପୁରସ୍କୃତ କରାଯାଇଥିଲା । ଆସନ୍ତାକାଲି ଦ୍ଵିତୀୟ ମ୍ୟାଚ ଅନୁଷ୍ଠିତ ହେବ ।: [363, 451, 472, 493]
mid-story-para: ଘଟଣା ସମ୍ପର୍କରେ ପୋଲିସ ତଦନ୍ତ ଆରମ୍ଭ କରିଛି । ପରିବାର ଲୋକଙ୍କ ଅଭିଯୋଗ ଭିତ୍ତିରେ ମାମଲା ରୁଜୁ ହୋଇଛି ।: [478, 481, 598, 512]
ad-wr-th: Sl. No.: [138, 933, 157, 951]
color-registration-bar: [0, 1487, 945, 1497]
cell: Nature of work: [613, 1100, 763, 1110]
table-row: [605, 1151, 932, 1161]
cricket-2-photo-caption: ରମ୍ୟା, ୨୭ା୧୨ (ନିଜସ୍ବ ସଦସ୍ୟ): [196, 762, 283, 770]
ad-rairangpur-line3: e-mail: eerbrairangpur@yahoo.co.in: [721, 1074, 815, 1081]
table-row: [138, 1115, 472, 1140]
right-mid-story: [604, 386, 937, 555]
right-top-headline: ମହିଳା ମହାବିଦ୍ୟାଳୟର ବାର୍ଷିକ କ୍ରୀଡ଼ା ଉତ୍ସବ: [701, 67, 929, 82]
cell: 2: [138, 1140, 162, 1165]
table-row: [605, 917, 932, 927]
mid-story: [478, 386, 598, 555]
registration-dot: [507, 1487, 517, 1497]
ad-wr-th: Modified to/Read as per 2nd Corrigendum: [357, 933, 472, 951]
ad-jeypore-number: No B-895: [903, 827, 932, 835]
ad-wr-line5: Bid Identification No. ACE, BOIC-06/2025-26: [227, 885, 382, 895]
